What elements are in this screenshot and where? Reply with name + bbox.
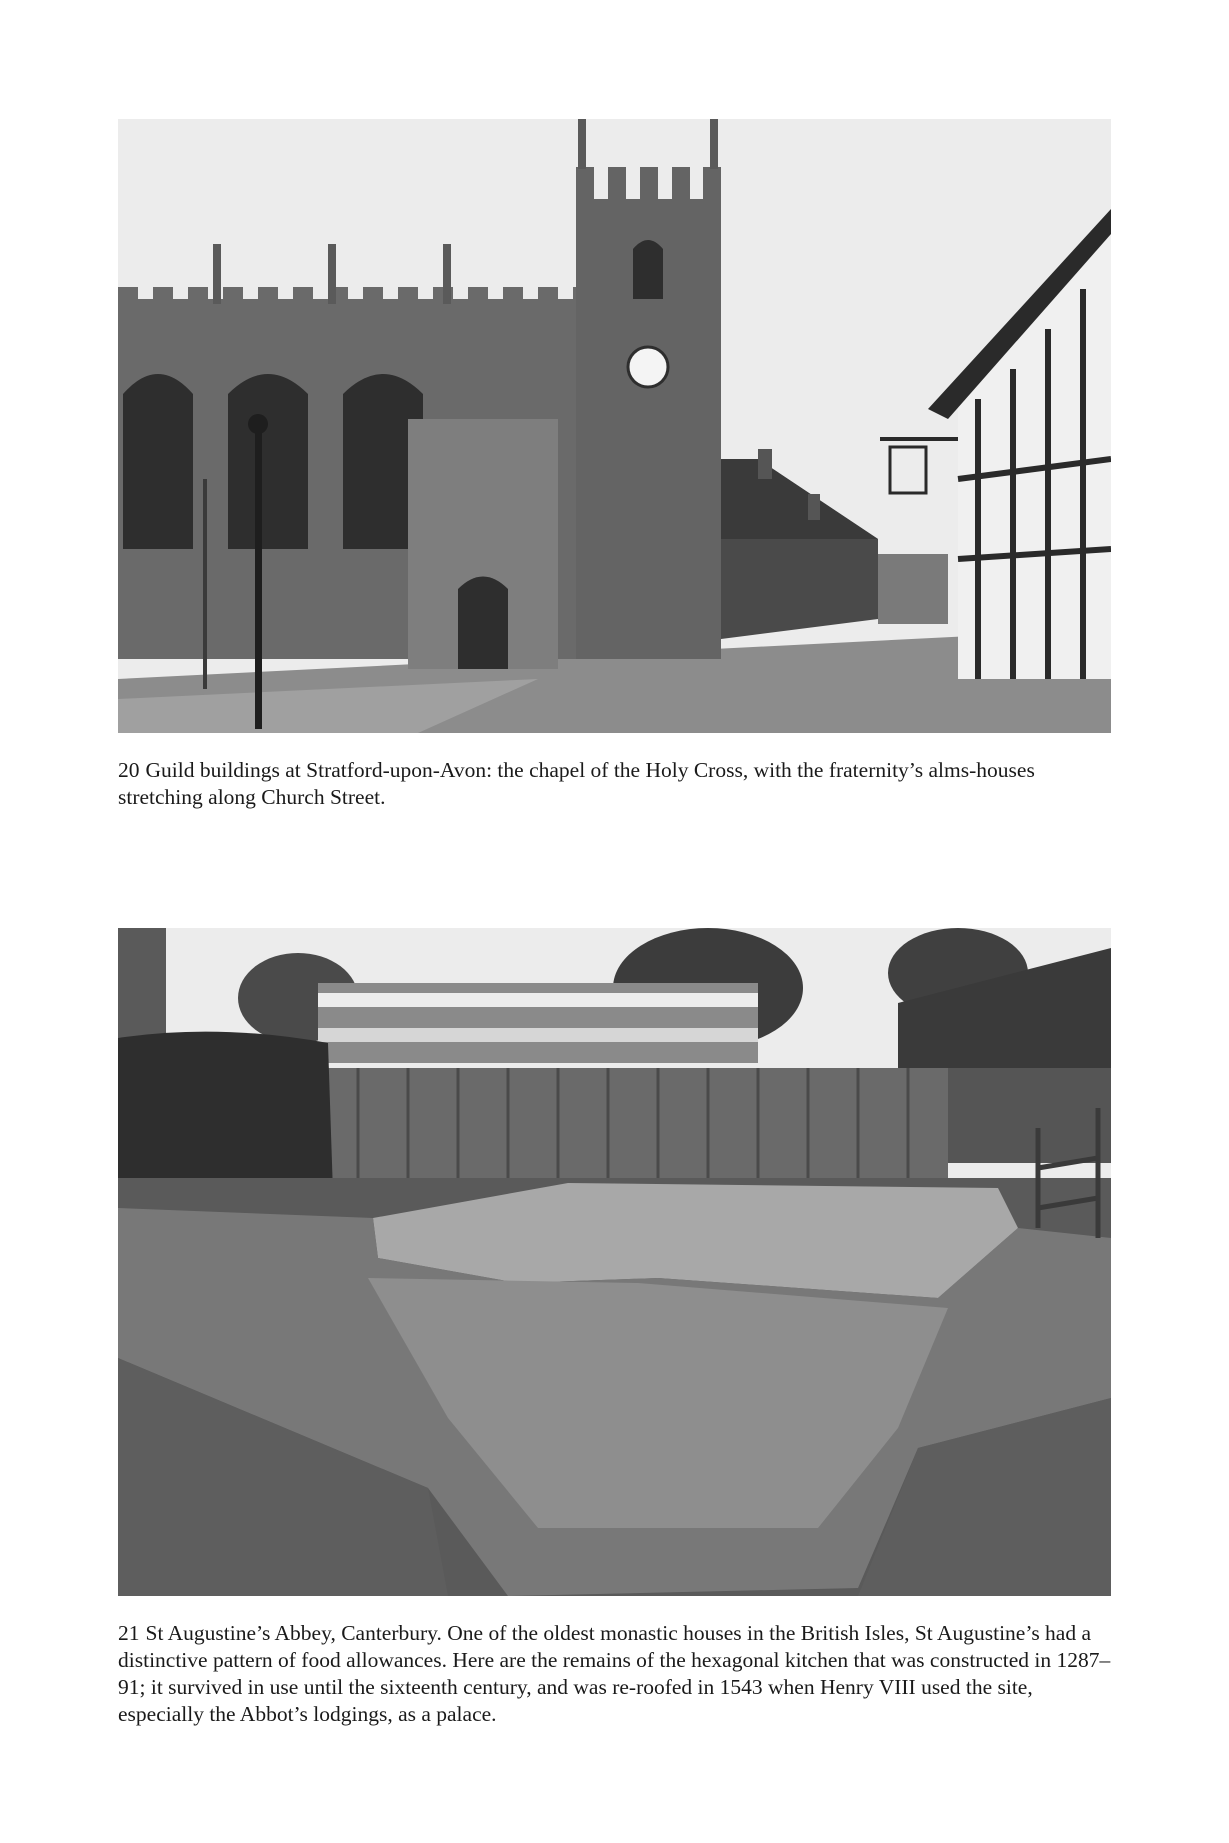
figure-20-caption <box>118 757 1111 811</box>
photo-st-augustines-kitchen <box>118 928 1111 1596</box>
figure-21-caption <box>118 1620 1111 1728</box>
photo-guild-chapel-stratford <box>118 119 1111 733</box>
figure-21-number: 21 <box>118 1621 140 1645</box>
figure-20-number: 20 <box>118 758 140 782</box>
hexagonal-kitchen-photo <box>118 928 1111 1596</box>
figure-21-caption-text: St Augustine’s Abbey, Canterbury. One of the oldest monastic houses in the British Isles, St Augustine’s had a distinctive pattern of food allowances. Here are the remains of the hexagonal kitchen that was constructed in 1287–91; it survived in use until the sixteenth century, and was re-roofed in 1543 when Henry VIII used the site, especially the Abbot’s lodgings, as a palace. <box>118 1621 1111 1726</box>
figure-21 <box>118 928 1111 1728</box>
figure-20-caption-text: Guild buildings at Stratford-upon-Avon: the chapel of the Holy Cross, with the fraternity’s alms-houses stretching along Church Street. <box>118 758 1035 809</box>
chapel-street-photo <box>118 119 1111 733</box>
figure-20 <box>118 119 1111 811</box>
